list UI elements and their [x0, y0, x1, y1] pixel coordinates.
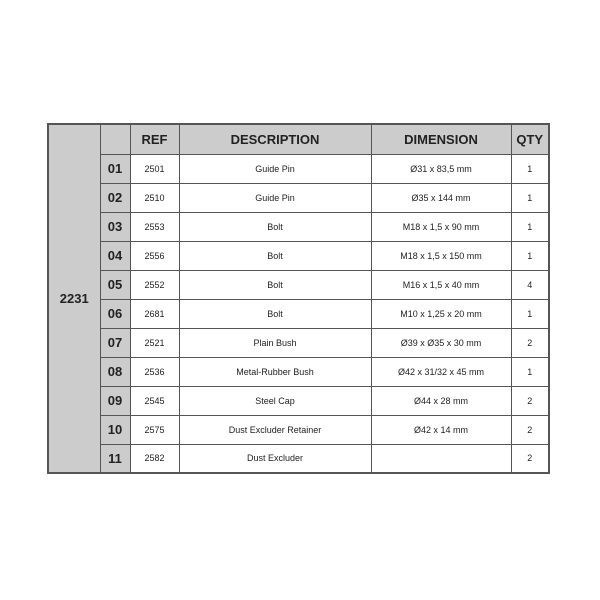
dimension-cell: Ø44 x 28 mm — [371, 386, 511, 415]
table-row — [48, 212, 549, 241]
row-number: 02 — [100, 183, 130, 212]
ref-cell: 2521 — [130, 328, 179, 357]
qty-cell: 1 — [511, 299, 549, 328]
num-header — [100, 124, 130, 154]
ref-cell: 2545 — [130, 386, 179, 415]
table-row — [48, 415, 549, 444]
description-cell: Dust Excluder — [179, 444, 371, 473]
qty-cell: 1 — [511, 357, 549, 386]
table-row — [48, 357, 549, 386]
ref-cell: 2510 — [130, 183, 179, 212]
ref-cell: 2582 — [130, 444, 179, 473]
dimension-cell: M18 x 1,5 x 90 mm — [371, 212, 511, 241]
qty-cell: 2 — [511, 444, 549, 473]
qty-cell: 1 — [511, 154, 549, 183]
row-number: 11 — [100, 444, 130, 473]
row-number: 09 — [100, 386, 130, 415]
row-number: 04 — [100, 241, 130, 270]
description-cell: Bolt — [179, 270, 371, 299]
ref-cell: 2536 — [130, 357, 179, 386]
row-number: 06 — [100, 299, 130, 328]
qty-cell: 1 — [511, 183, 549, 212]
description-cell: Metal-Rubber Bush — [179, 357, 371, 386]
description-cell: Bolt — [179, 241, 371, 270]
dimension-cell: M16 x 1,5 x 40 mm — [371, 270, 511, 299]
qty-cell: 1 — [511, 212, 549, 241]
dimension-cell: Ø31 x 83,5 mm — [371, 154, 511, 183]
header-row — [48, 124, 549, 154]
row-number: 03 — [100, 212, 130, 241]
ref-cell: 2553 — [130, 212, 179, 241]
ref-cell: 2681 — [130, 299, 179, 328]
description-cell: Bolt — [179, 299, 371, 328]
table-row — [48, 241, 549, 270]
description-cell: Steel Cap — [179, 386, 371, 415]
parts-table — [47, 123, 550, 474]
dimension-cell: M10 x 1,25 x 20 mm — [371, 299, 511, 328]
row-number: 10 — [100, 415, 130, 444]
ref-cell: 2552 — [130, 270, 179, 299]
table-row — [48, 270, 549, 299]
table-row — [48, 386, 549, 415]
ref-cell: 2575 — [130, 415, 179, 444]
qty-cell: 2 — [511, 386, 549, 415]
description-header: DESCRIPTION — [179, 124, 371, 154]
dimension-cell — [371, 444, 511, 473]
description-cell: Dust Excluder Retainer — [179, 415, 371, 444]
description-cell: Plain Bush — [179, 328, 371, 357]
table-row — [48, 154, 549, 183]
ref-header: REF — [130, 124, 179, 154]
dimension-cell: M18 x 1,5 x 150 mm — [371, 241, 511, 270]
dimension-cell: Ø42 x 14 mm — [371, 415, 511, 444]
row-number: 08 — [100, 357, 130, 386]
description-cell: Guide Pin — [179, 154, 371, 183]
ref-cell: 2556 — [130, 241, 179, 270]
dimension-cell: Ø42 x 31/32 x 45 mm — [371, 357, 511, 386]
dimension-cell: Ø35 x 144 mm — [371, 183, 511, 212]
table-row — [48, 328, 549, 357]
qty-cell: 1 — [511, 241, 549, 270]
row-number: 07 — [100, 328, 130, 357]
table-row — [48, 444, 549, 473]
description-cell: Bolt — [179, 212, 371, 241]
dimension-cell: Ø39 x Ø35 x 30 mm — [371, 328, 511, 357]
ref-cell: 2501 — [130, 154, 179, 183]
qty-cell: 2 — [511, 328, 549, 357]
qty-header: QTY — [511, 124, 549, 154]
qty-cell: 2 — [511, 415, 549, 444]
row-number: 05 — [100, 270, 130, 299]
table-row — [48, 183, 549, 212]
table-row — [48, 299, 549, 328]
dimension-header: DIMENSION — [371, 124, 511, 154]
row-number: 01 — [100, 154, 130, 183]
group-code: 2231 — [48, 124, 100, 473]
description-cell: Guide Pin — [179, 183, 371, 212]
qty-cell: 4 — [511, 270, 549, 299]
